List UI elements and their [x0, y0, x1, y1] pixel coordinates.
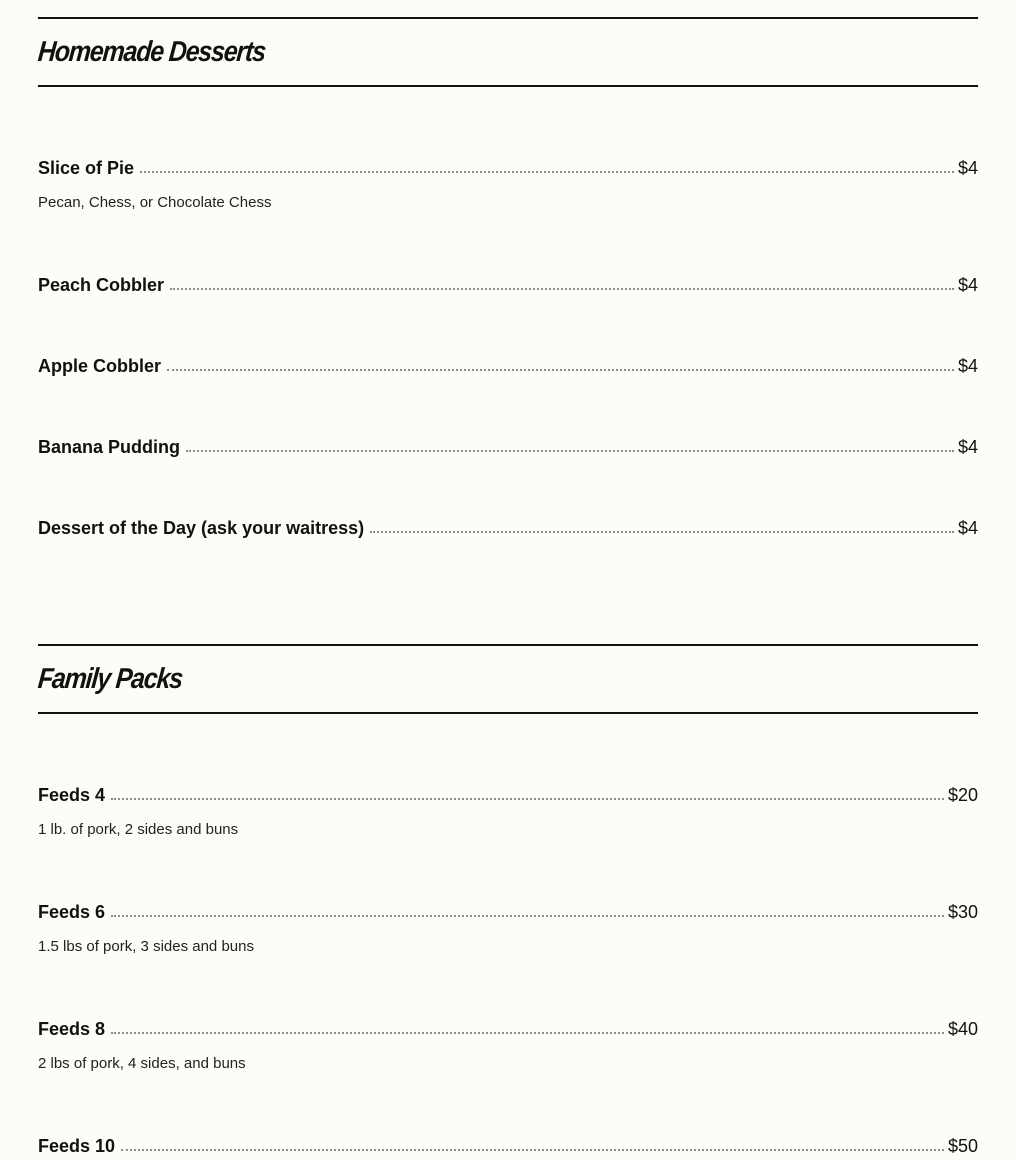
- item-name: Feeds 4: [38, 785, 106, 805]
- dot-leader: [121, 1135, 944, 1151]
- menu-item: [38, 275, 978, 299]
- item-description: 1 lb. of pork, 2 sides and buns: [38, 821, 239, 838]
- item-price: $40: [947, 1019, 978, 1039]
- item-price: $50: [947, 1136, 978, 1156]
- section-title: Homemade Desserts: [36, 35, 267, 68]
- item-description: 1.5 lbs of pork, 3 sides and buns: [38, 938, 254, 955]
- item-name: Feeds 10: [38, 1136, 116, 1156]
- section-family-packs: [36, 644, 978, 1156]
- item-name: Apple Cobbler: [38, 356, 162, 376]
- item-price: $4: [957, 437, 978, 457]
- section-header: [38, 644, 978, 714]
- section-header: [38, 17, 978, 87]
- menu-item: [38, 902, 978, 955]
- item-price: $30: [947, 902, 978, 922]
- section-title: Family Packs: [36, 662, 184, 695]
- menu-item: [38, 1019, 978, 1072]
- item-name: Feeds 6: [38, 902, 106, 922]
- dot-leader: [167, 355, 954, 371]
- item-name: Dessert of the Day (ask your waitress): [38, 518, 365, 538]
- menu-item: [38, 437, 978, 461]
- dot-leader: [186, 436, 954, 452]
- item-name: Banana Pudding: [38, 437, 181, 457]
- dot-leader: [170, 274, 954, 290]
- item-price: $4: [957, 518, 978, 538]
- menu-item: [38, 518, 978, 542]
- item-price: $4: [957, 158, 978, 178]
- dot-leader: [111, 784, 944, 800]
- item-name: Slice of Pie: [38, 158, 135, 178]
- menu-item: [38, 356, 978, 380]
- item-name: Peach Cobbler: [38, 275, 165, 295]
- item-price: $4: [957, 356, 978, 376]
- item-name: Feeds 8: [38, 1019, 106, 1039]
- section-homemade-desserts: [36, 17, 978, 538]
- dot-leader: [111, 1018, 944, 1034]
- item-description: Pecan, Chess, or Chocolate Chess: [38, 194, 272, 211]
- menu-item: [38, 1136, 978, 1160]
- item-price: $4: [957, 275, 978, 295]
- item-price: $20: [947, 785, 978, 805]
- dot-leader: [370, 517, 954, 533]
- item-description: 2 lbs of pork, 4 sides, and buns: [38, 1055, 246, 1072]
- dot-leader: [140, 157, 954, 173]
- menu-item: [38, 785, 978, 838]
- menu-item: [38, 158, 978, 211]
- dot-leader: [111, 901, 944, 917]
